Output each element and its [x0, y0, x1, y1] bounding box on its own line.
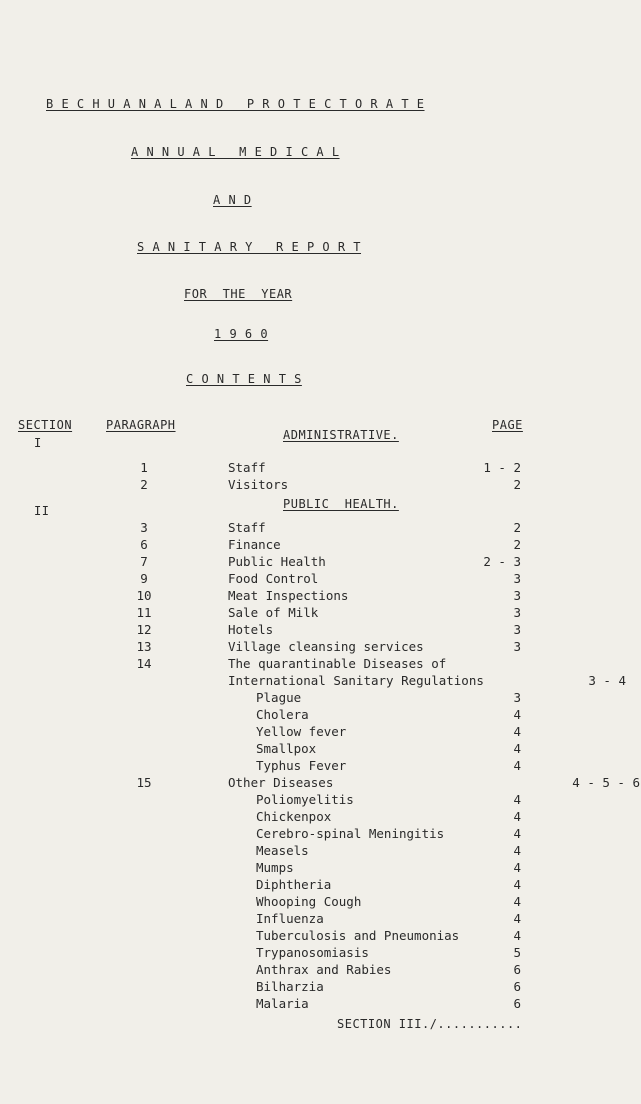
page-reference: 6	[513, 979, 521, 994]
contents-entry-label: Bilharzia	[256, 979, 324, 994]
page-reference: 2	[513, 537, 521, 552]
paragraph-number: 1	[140, 460, 148, 475]
contents-entry-label: Food Control	[228, 571, 319, 586]
contents-entry-label: Visitors	[228, 477, 289, 492]
report-title-line-2: A N D	[213, 193, 252, 207]
contents-entry-label: Public Health	[228, 554, 326, 569]
contents-entry-label: Cerebro-spinal Meningitis	[256, 826, 445, 841]
contents-entry-label: Trypanosomiasis	[256, 945, 369, 960]
section-numeral-2: II	[34, 504, 50, 518]
section-numeral-1: I	[34, 436, 42, 450]
paragraph-number: 12	[136, 622, 152, 637]
protectorate-title: B E C H U A N A L A N D P R O T E C T O R A T E	[46, 97, 425, 111]
page-reference: 1 - 2	[483, 460, 521, 475]
contents-entry-label: Whooping Cough	[256, 894, 362, 909]
contents-entry-label: The quarantinable Diseases of	[228, 656, 447, 671]
page-reference: 2	[513, 477, 521, 492]
report-title-line-3: S A N I T A R Y R E P O R T	[137, 240, 362, 254]
contents-entry-label: International Sanitary Regulations	[228, 673, 484, 688]
paragraph-number: 10	[136, 588, 152, 603]
column-header-page: PAGE	[492, 418, 523, 432]
contents-entry-label: Cholera	[256, 707, 309, 722]
section-heading-public-health: PUBLIC HEALTH.	[283, 497, 399, 511]
paragraph-number: 9	[140, 571, 148, 586]
page-reference: 5	[513, 945, 521, 960]
paragraph-number: 2	[140, 477, 148, 492]
paragraph-number: 11	[136, 605, 152, 620]
page-reference: 4	[513, 911, 521, 926]
contents-entry-label: Measels	[256, 843, 309, 858]
page-reference: 4	[513, 741, 521, 756]
contents-entry-label: Smallpox	[256, 741, 317, 756]
column-header-section: SECTION	[18, 418, 73, 432]
page-reference: 3	[513, 571, 521, 586]
contents-entry-label: Staff	[228, 520, 266, 535]
page-reference: 4	[513, 877, 521, 892]
paragraph-number: 15	[136, 775, 152, 790]
contents-entry-label: Chickenpox	[256, 809, 332, 824]
contents-entry-label: Poliomyelitis	[256, 792, 354, 807]
page-reference: 4	[513, 843, 521, 858]
contents-entry-label: Malaria	[256, 996, 309, 1011]
paragraph-number: 13	[136, 639, 152, 654]
page-reference: 3	[513, 588, 521, 603]
contents-entry-label: Typhus Fever	[256, 758, 347, 773]
page-reference: 4	[513, 826, 521, 841]
contents-entry-label: Staff	[228, 460, 266, 475]
page-reference: 4	[513, 758, 521, 773]
page-reference: 4	[513, 894, 521, 909]
contents-entry-label: Plague	[256, 690, 302, 705]
contents-entry-label: Other Diseases	[228, 775, 334, 790]
page-reference: 6	[513, 962, 521, 977]
section-heading-administrative: ADMINISTRATIVE.	[283, 428, 399, 442]
continuation-note: SECTION III./...........	[337, 1017, 523, 1031]
contents-entry-label: Village cleansing services	[228, 639, 424, 654]
page-reference: 6	[513, 996, 521, 1011]
contents-entry-label: Mumps	[256, 860, 294, 875]
page-reference: 4	[513, 792, 521, 807]
contents-heading: C O N T E N T S	[186, 372, 302, 386]
report-year-label: FOR THE YEAR	[184, 287, 293, 301]
page-reference: 3 - 4	[588, 673, 626, 688]
contents-entry-label: Hotels	[228, 622, 274, 637]
page-reference: 4	[513, 707, 521, 722]
page-reference: 2	[513, 520, 521, 535]
page-reference: 3	[513, 622, 521, 637]
contents-entry-label: Diphtheria	[256, 877, 332, 892]
page-reference: 4	[513, 809, 521, 824]
page-reference: 4 - 5 - 6	[572, 775, 640, 790]
page-reference: 2 - 3	[483, 554, 521, 569]
contents-entry-label: Finance	[228, 537, 281, 552]
paragraph-number: 6	[140, 537, 148, 552]
paragraph-number: 3	[140, 520, 148, 535]
page-reference: 3	[513, 639, 521, 654]
contents-entry-label: Anthrax and Rabies	[256, 962, 392, 977]
report-year: 1 9 6 0	[214, 327, 269, 341]
contents-entry-label: Yellow fever	[256, 724, 347, 739]
page-reference: 3	[513, 605, 521, 620]
column-header-paragraph: PARAGRAPH	[106, 418, 176, 432]
contents-entry-label: Sale of Milk	[228, 605, 319, 620]
contents-entry-label: Tuberculosis and Pneumonias	[256, 928, 460, 943]
report-title-line-1: A N N U A L M E D I C A L	[131, 145, 340, 159]
page-reference: 4	[513, 928, 521, 943]
paragraph-number: 14	[136, 656, 152, 671]
page-reference: 4	[513, 860, 521, 875]
page-reference: 3	[513, 690, 521, 705]
page-reference: 4	[513, 724, 521, 739]
contents-entry-label: Influenza	[256, 911, 324, 926]
paragraph-number: 7	[140, 554, 148, 569]
contents-entry-label: Meat Inspections	[228, 588, 349, 603]
